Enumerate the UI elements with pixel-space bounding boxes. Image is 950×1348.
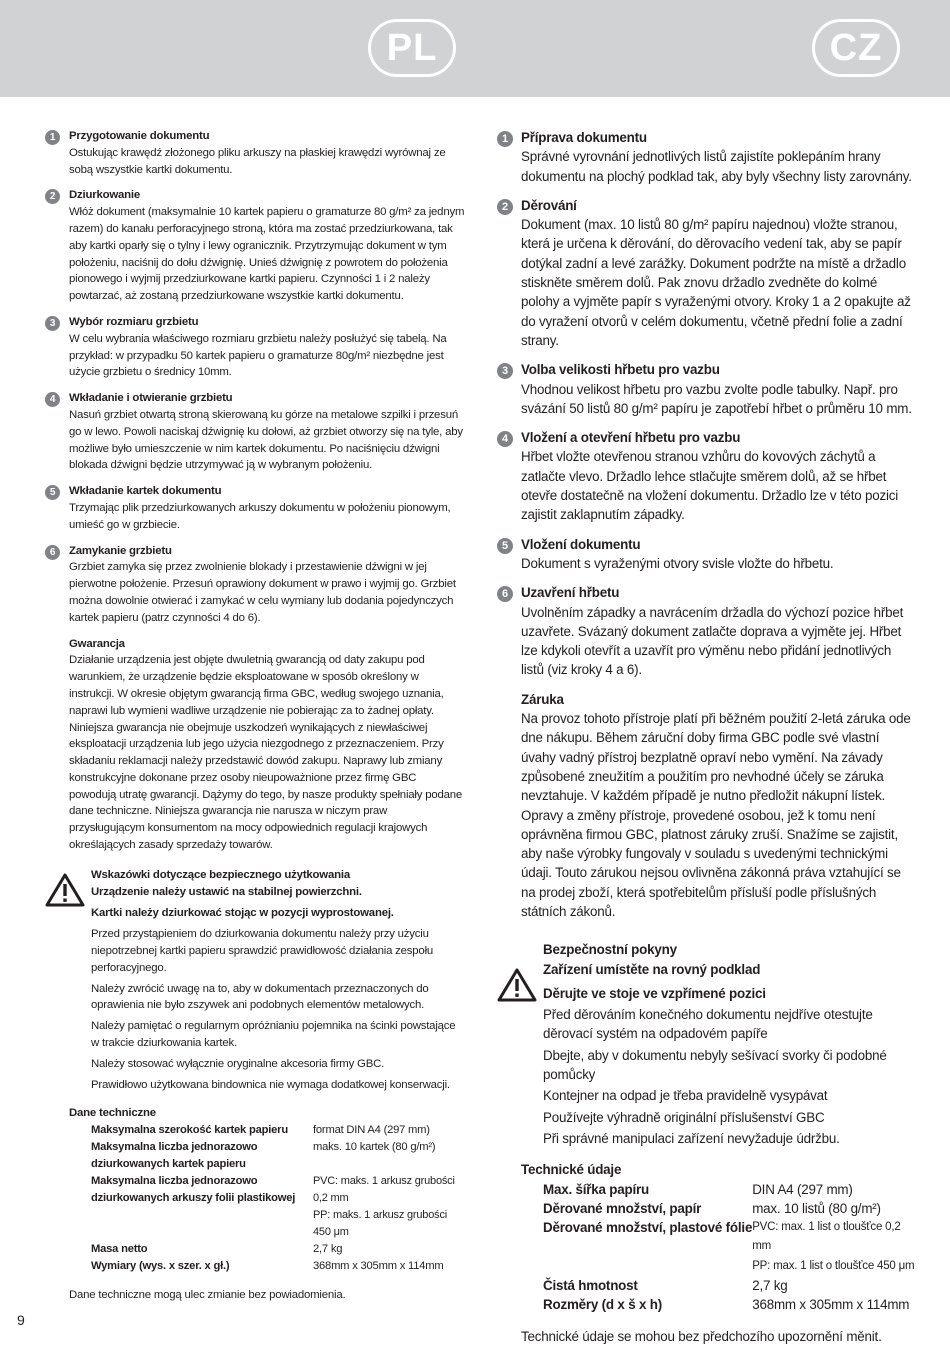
language-badge-pl: PL [368,19,456,77]
tech-value: 2,7 kg [313,1243,343,1256]
safety-title: Bezpečnostní pokyny [543,942,677,958]
step-title: Příprava dokumentu [521,130,647,145]
step-number: 5 [497,538,513,554]
safety-line-upright: Kartki należy dziurkować stojąc w pozycji wyprostowanej. [91,907,394,920]
step-number: 2 [45,189,60,204]
safety-item: Przed przystąpieniem do dziurkowania dokumentu należy przy użyciu niepotrzebnej kartki papieru sprawdzić prawidłowość działania zespołu perforacyjnego. [91,928,434,974]
step-title: Uzavření hřbetu [521,585,620,601]
step-text: Uvolněním západky a navrácením držadla do výchozí pozice hřbet uzavřete. Svázaný dokument zatlačte doprava a vyjměte jej. Hřbet lze kdykoli otevřít a uzavřít pro výměnu nebo přidání jednotlivých listů (viz kroky 4 a 6). [521,604,904,678]
tech-key: Masa netto [91,1243,148,1256]
step-5 [45,483,465,533]
safety-item: Należy zwrócić uwagę na to, aby w dokumentach przeznaczonych do oprawienia nie było zszywek ani podobnych elementów metalowych. [91,982,429,1012]
tech-data-title: Dane techniczne [69,1107,156,1120]
safety-line-stable-surface: Urządzenie należy ustawić na stabilnej powierzchni. [91,885,362,898]
safety-item: Należy pamiętać o regularnym opróżnianiu pojemnika na ścinki powstające w trakcie dziurkowania kartek. [91,1020,456,1050]
step-number: 1 [45,130,60,145]
tech-value [752,1218,917,1276]
step-title: Wkładanie i otwieranie grzbietu [69,392,233,405]
tech-value: DIN A4 (297 mm) [752,1181,853,1197]
step-number: 6 [45,545,60,560]
step-text: Nasuń grzbiet otwartą stroną skierowaną ku górze na metalowe szpilki i przesuń go w lewo. Powoli naciskaj dźwignię ku dołowi, aż grzbiet otworzy się na tyle, aby możliwe było umieszczenie w nim kartek dokumentu. Po naciśnięciu dźwigni blokada dźwigni będzie utrzymywać ją w wybranym położeniu. [69,408,463,472]
step-title: Vložení dokumentu [521,536,641,552]
step-number: 4 [45,392,60,407]
guarantee-title: Gwarancja [69,637,125,650]
tech-data-note: Dane techniczne mogą ulec zmianie bez powiadomienia. [69,1289,346,1302]
step-title: Zamykanie grzbietu [69,544,172,557]
safety-item: Před děrováním konečného dokumentu nejdříve otestujte děrovací systém na odpadovém papíře [543,1007,873,1042]
safety-item: Prawidłowo użytkowana bindownica nie wymaga dodatkowej konserwacji. [91,1078,450,1091]
step-1 [497,128,917,186]
step-text: W celu wybrania właściwego rozmiaru grzbietu należy posłużyć się tabelą. Na przykład: w przypadku 50 kartek papieru o gramaturze 80g/m² niezbędne jest użycie grzbietu o średnicy 10mm. [69,332,447,379]
step-number: 2 [497,199,513,215]
step-text: Vhodnou velikost hřbetu pro vazbu zvolte podle tabulky. Např. pro svázání 50 listů 80 g/m² papíru je zapotřebí hřbet o průměru 10 mm. [521,381,912,416]
step-title: Wkładanie kartek dokumentu [69,485,222,498]
tech-value: maks. 10 kartek (80 g/m²) [313,1141,436,1154]
tech-key: Rozměry (d x š x h) [543,1297,662,1313]
tech-value-pp: PP: max. 1 list o tloušťce 450 μm [752,1259,915,1272]
safety-item: Při správné manipulaci zařízení nevyžaduje údržbu. [543,1130,840,1146]
warning-triangle-icon [45,873,85,907]
tech-key: Max. šířka papíru [543,1181,650,1197]
tech-value: 368mm x 305mm x 114mm [313,1260,444,1273]
table-row [91,1122,465,1139]
table-row [543,1276,917,1295]
safety-section [45,867,465,1094]
tech-key: Děrované množství, papír [543,1200,702,1216]
step-6 [45,543,465,627]
safety-item: Používejte výhradně originální příslušenství GBC [543,1109,825,1125]
tech-value-pvc: PVC: max. 1 list o tloušťce 0,2 mm [752,1221,901,1253]
step-3 [497,360,917,418]
tech-value: format DIN A4 (297 mm) [313,1124,430,1137]
tech-value [313,1173,465,1241]
step-6 [497,583,917,679]
tech-data-table [91,1122,465,1275]
step-title: Vložení a otevření hřbetu pro vazbu [521,430,741,446]
step-text: Dokument (max. 10 listů 80 g/m² papíru najednou) vložte stranou, která je určena k děrování, do děrovacího vedení tak, aby se papír dotýkal zadní a levé zarážky. Dokument podržte na místě a držadlo stiskněte směrem dolů. Pak znovu držadlo zvedněte do kolmé polohy a vyjměte papír s vyraženými otvory. Kroky 1 a 2 opakujte až do vyražení otvorů v celém dokumentu, včetně přední folie a zadní strany. [521,217,911,348]
safety-section [497,940,917,1148]
column-polish [45,128,465,1304]
step-text: Trzymając plik przedziurkowanych arkuszy dokumentu w położeniu pionowym, umieść go w grzbiecie. [69,501,451,531]
tech-value: max. 10 listů (80 g/m²) [752,1200,881,1216]
tech-value: 368mm x 305mm x 114mm [752,1297,910,1313]
tech-key: Wymiary (wys. x szer. x gł.) [91,1260,230,1273]
step-text: Ostukując krawędź złożonego pliku arkuszy na płaskiej krawędzi wyrównaj ze sobą wszystkie kartki dokumentu. [69,146,446,176]
page-number: 9 [17,1312,25,1328]
safety-item: Kontejner na odpad je třeba pravidelně vysypávat [543,1088,828,1104]
step-5 [497,535,917,574]
tech-key: Maksymalna szerokość kartek papieru [91,1124,288,1137]
step-text: Hřbet vložte otevřenou stranou vzhůru do kovových záchytů a zatlačte vlevo. Držadlo lehce stlačujte směrem dolů, až se hřbet otevře dostatečně na vložení dokumentu. Držadlo lze v této pozici zajistit zaklapnutím západky. [521,449,899,523]
step-title: Przygotowanie dokumentu [69,130,210,142]
table-row [543,1199,917,1218]
step-1 [45,128,465,178]
guarantee-section [45,636,465,854]
step-title: Volba velikosti hřbetu pro vazbu [521,362,720,378]
step-2 [497,196,917,350]
tech-data-note: Technické údaje se mohou bez předchozího upozornění měnit. [521,1328,882,1344]
tech-key: Maksymalna liczba jednorazowo dziurkowanych arkuszy folii plastikowej [91,1175,296,1205]
step-number: 3 [497,363,513,379]
safety-line-upright: Děrujte ve stoje ve vzpřímené pozici [543,985,766,1001]
step-number: 6 [497,586,513,602]
tech-key: Děrované množství, plastové fólie [543,1220,753,1236]
table-row [91,1258,465,1275]
step-title: Dziurkowanie [69,189,141,202]
step-2 [45,187,465,305]
step-text: Správné vyrovnání jednotlivých listů zajistíte poklepáním hrany dokumentu na plochý podklad tak, aby byly všechny listy zarovnány. [521,149,912,184]
guarantee-text: Działanie urządzenia jest objęte dwuletnią gwarancją od daty zakupu pod warunkiem, że urządzenie będzie eksploatowane w sposób określony w instrukcji. W okresie objętym gwarancją firma GBC, według swojego uznania, naprawi lub wymieni wadliwe urządzenie nie pobierając za to żadnej opłaty. Niniejsza gwarancja nie obejmuje uszkodzeń wynikających z niewłaściwej eksploatacji urządzenia lub jego użycia niezgodnego z przeznaczeniem. Przy składaniu reklamacji należy przedstawić dowód zakupu. Naprawy lub zmiany konstrukcyjne dokonane przez osoby nieupoważnione przez firmę GBC powodują utratę gwarancji. Dążymy do tego, by nasze produkty spełniały podane dane techniczne. Niniejsza gwarancja nie narusza w niczym praw przysługującym konsumentom na mocy odpowiednich regulacji krajowych określających zasady sprzedaży towarów. [69,654,463,852]
guarantee-text: Na provoz tohoto přístroje platí při běžném použití 2-letá záruka ode dne nákupu. Během záruční doby firma GBC podle své vlastní úvahy vadný přístroj bezplatně opraví nebo vymění. Na závady způsobené zneužitím a použitím pro nevhodné účely se záruka nevztahuje. V každém případě je nutno předložit nákupní lístek. Opravy a změny přístroje, provedené osobou, jež k tomu není oprávněna firmou GBC, platnost záruky zruší. Snažíme se zajistit, aby naše výrobky fungovaly v souladu s uvedenými technickými údaji. Touto zárukou nejsou ovlivněna zákonná práva vztahující se na prodej zboží, která spotřebitelům přísluší podle příslušných státních zákonů. [521,711,911,919]
safety-item: Dbejte, aby v dokumentu nebyly sešívací svorky či podobné pomůcky [543,1047,887,1083]
tech-data-table [543,1180,917,1315]
guarantee-title: Záruka [521,691,564,707]
guarantee-section [497,690,917,922]
step-3 [45,314,465,381]
step-number: 5 [45,485,60,500]
warning-triangle-icon [497,968,537,1002]
table-row [543,1180,917,1199]
step-text: Grzbiet zamyka się przez zwolnienie blokady i przestawienie dźwigni w jej pierwotne położenie. Przesuń oprawiony dokument w prawo i wyjmij go. Grzbiet można dowolnie otwierać i zamykać w celu wymiany lub dodania pojedynczych kartek papieru (patrz czynności 4 do 6). [69,561,456,624]
step-text: Włóż dokument (maksymalnie 10 kartek papieru o gramaturze 80 g/m² za jednym razem) do kanału perforacyjnego stroną, która ma zostać przedziurkowana, tak aby kartki oparły się o tylny i lewy ogranicznik. Przytrzymując dokument w tym położeniu, naciśnij do dołu dźwignię. Unieś dźwignię z powrotem do położenia pionowego i wyjmij przedziurkowane kartki papieru. Czynności 1 i 2 należy powtarzać, aż zostaną przedziurkowane wszystkie kartki dokumentu. [69,206,465,303]
safety-title: Wskazówki dotyczące bezpiecznego użytkowania [91,868,350,881]
safety-line-stable-surface: Zařízení umístěte na rovný podklad [543,961,761,977]
step-text: Dokument s vyraženými otvory svisle vložte do hřbetu. [521,555,834,571]
table-row [91,1139,465,1173]
page-header [0,0,950,97]
step-4 [45,390,465,474]
step-title: Wybór rozmiaru grzbietu [69,315,199,328]
step-number: 4 [497,431,513,447]
table-row [91,1241,465,1258]
tech-key: Čistá hmotnost [543,1278,638,1294]
tech-value: 2,7 kg [752,1278,788,1294]
table-row [91,1173,465,1241]
tech-value-pvc: PVC: maks. 1 arkusz grubości 0,2 mm [313,1175,455,1205]
step-4 [497,428,917,524]
step-title: Děrování [521,197,577,213]
column-czech [497,128,917,1346]
safety-item: Należy stosować wyłącznie oryginalne akcesoria firmy GBC. [91,1057,385,1070]
tech-value-pp: PP: maks. 1 arkusz grubości 450 μm [313,1209,447,1239]
tech-data-section [45,1105,465,1275]
tech-key: Maksymalna liczba jednorazowo dziurkowanych kartek papieru [91,1141,258,1171]
table-row [543,1295,917,1314]
language-badge-cz: CZ [812,19,900,77]
step-number: 3 [45,316,60,331]
tech-data-title: Technické údaje [521,1162,622,1178]
table-row [543,1218,917,1276]
step-number: 1 [497,131,513,147]
tech-data-section [497,1160,917,1314]
